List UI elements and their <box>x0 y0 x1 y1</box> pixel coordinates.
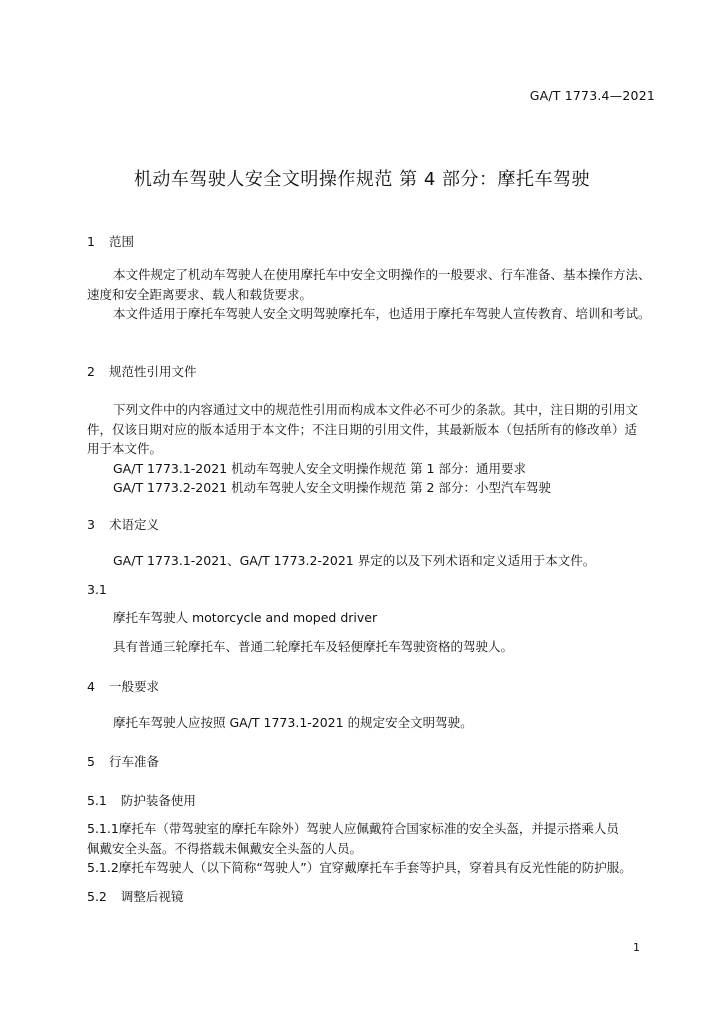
clause-number: 5.1.1 <box>87 821 119 836</box>
paragraph-line: 本文件规定了机动车驾驶人在使用摩托车中安全文明操作的一般要求、行车准备、基本操作方法、 <box>113 267 651 282</box>
section-4-body <box>87 713 659 733</box>
clause-text: 摩托车驾驶人（以下简称“驾驶人”）宜穿戴摩托车手套等护具，穿着具有反光性能的防护服。 <box>118 860 632 875</box>
paragraph-line: 用于本文件。 <box>87 441 163 456</box>
subsection-number: 3.1 <box>87 582 107 597</box>
subsection-5-1-heading <box>87 791 196 809</box>
paragraph-line: 件，仅该日期对应的版本适用于本文件；不注日期的引用文件，其最新版本（包括所有的修改单）适 <box>87 421 638 437</box>
clause-line: 佩戴安全头盔。不得搭载未佩戴安全头盔的人员。 <box>87 840 363 856</box>
term-definition-block <box>87 637 659 657</box>
section-title: 术语定义 <box>108 517 159 532</box>
subsection-number: 5.1 <box>87 793 107 808</box>
section-title: 范围 <box>108 234 134 249</box>
section-number: 1 <box>87 234 95 249</box>
section-5-heading <box>87 752 159 770</box>
paragraph-line: 速度和安全距离要求、载人和载货要求。 <box>87 286 313 302</box>
section-title: 一般要求 <box>108 679 159 694</box>
page-number: 1 <box>633 941 640 954</box>
paragraph: 摩托车驾驶人应按照 GA/T 1773.1-2021 的规定安全文明驾驶。 <box>113 715 473 730</box>
subsection-3-1-number <box>87 582 107 597</box>
section-4-heading <box>87 677 159 695</box>
section-number: 5 <box>87 754 95 769</box>
term-definition: 具有普通三轮摩托车、普通二轮摩托车及轻便摩托车驾驶资格的驾驶人。 <box>113 639 514 654</box>
section-number: 3 <box>87 517 95 532</box>
section-3-heading <box>87 515 159 533</box>
paragraph: 本文件适用于摩托车驾驶人安全文明驾驶摩托车，也适用于摩托车驾驶人宣传教育、培训和考试。 <box>113 306 651 321</box>
term: 摩托车驾驶人 motorcycle and moped driver <box>113 610 378 625</box>
paragraph: GA/T 1773.1-2021、GA/T 1773.2-2021 界定的以及下列术语和定义适用于本文件。 <box>113 553 596 568</box>
section-2-heading <box>87 362 196 380</box>
paragraph-line: 下列文件中的内容通过文中的规范性引用而构成本文件必不可少的条款。其中，注日期的引用文 <box>113 402 639 417</box>
section-1-body <box>87 265 659 324</box>
section-3-intro <box>87 551 659 571</box>
clause-line <box>87 819 659 839</box>
section-2-body <box>87 400 659 498</box>
clause-line <box>87 858 659 878</box>
clause-5-1-1 <box>87 819 659 858</box>
section-1-heading <box>87 232 134 250</box>
clause-text: 摩托车（带驾驶室的摩托车除外）驾驶人应佩戴符合国家标准的安全头盔，并提示搭乘人员 <box>118 821 619 836</box>
section-title: 行车准备 <box>108 754 159 769</box>
document-title: 机动车驾驶人安全文明操作规范 第 4 部分：摩托车驾驶 <box>133 169 591 190</box>
section-number: 4 <box>87 679 95 694</box>
subsection-5-2-heading <box>87 887 183 905</box>
document-code: GA/T 1773.4—2021 <box>529 88 655 103</box>
clause-number: 5.1.2 <box>87 860 119 875</box>
subsection-number: 5.2 <box>87 889 107 904</box>
section-number: 2 <box>87 364 95 379</box>
subsection-title: 防护装备使用 <box>120 793 196 808</box>
normative-reference: GA/T 1773.2-2021 机动车驾驶人安全文明操作规范 第 2 部分：小型汽车驾驶 <box>113 480 551 495</box>
subsection-title: 调整后视镜 <box>120 889 184 904</box>
term-entry <box>87 608 659 628</box>
clause-5-1-2 <box>87 858 659 878</box>
section-title: 规范性引用文件 <box>108 364 197 379</box>
normative-reference: GA/T 1773.1-2021 机动车驾驶人安全文明操作规范 第 1 部分：通用要求 <box>113 460 526 476</box>
